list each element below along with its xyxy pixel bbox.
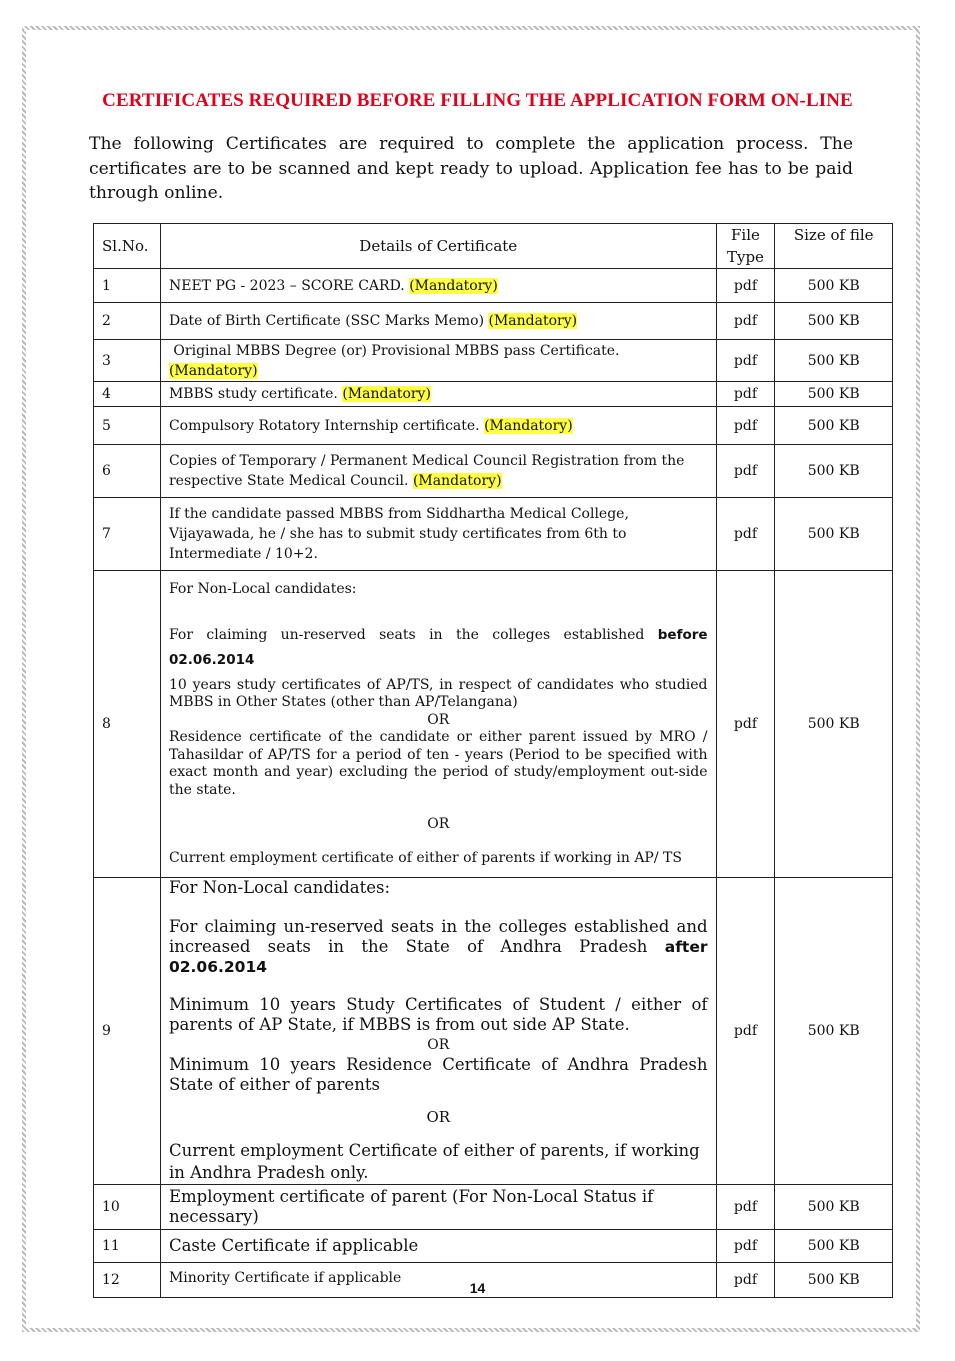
nonlocal-title: For Non-Local candidates:: [168, 878, 391, 897]
requirement-text: Minimum 10 years Residence Certificate of Andhra Pradesh State of either of parents: [168, 1055, 708, 1094]
header-file-size: Size of file: [775, 224, 893, 269]
mandatory-highlight: (Mandatory): [484, 417, 573, 434]
page-title: CERTIFICATES REQUIRED BEFORE FILLING THE APPLICATION FORM ON-LINE: [102, 90, 853, 111]
row-file-type: pdf: [716, 878, 775, 1185]
table-row: [94, 269, 893, 303]
or-separator: OR: [427, 1037, 450, 1053]
or-separator: OR: [426, 1108, 451, 1126]
row-details: Compulsory Rotatory Internship certificate. (Mandatory): [160, 407, 716, 445]
table-row: [94, 878, 893, 1185]
requirement-text: Current employment certificate of either of parents if working in AP/ TS: [168, 849, 682, 866]
row-file-type: pdf: [716, 498, 775, 571]
row-number: 2: [94, 303, 161, 340]
row-file-type: pdf: [716, 1185, 775, 1230]
row-details: Caste Certificate if applicable: [160, 1230, 716, 1263]
row-file-type: pdf: [716, 382, 775, 407]
nonlocal-title: For Non-Local candidates:: [168, 581, 357, 597]
table-row: [94, 571, 893, 878]
header-slno: Sl.No.: [94, 224, 161, 269]
row-file-type: pdf: [716, 571, 775, 878]
claim-text: For claiming un-reserved seats in the colleges established before 02.06.2014: [168, 626, 708, 668]
row-file-size: 500 KB: [775, 878, 893, 1185]
row-file-size: 500 KB: [775, 1185, 893, 1230]
table-row: [94, 445, 893, 498]
row-file-type: pdf: [716, 1230, 775, 1263]
row-number: 1: [94, 269, 161, 303]
table-row: [94, 382, 893, 407]
header-details: Details of Certificate: [160, 224, 716, 269]
requirement-text: Current employment Certificate of either of parents, if working in Andhra Pradesh only.: [168, 1141, 700, 1182]
header-file-type: File Type: [716, 224, 775, 269]
row-details: Minority Certificate if applicable: [160, 1263, 716, 1298]
row-number: 6: [94, 445, 161, 498]
mandatory-highlight: (Mandatory): [342, 386, 431, 402]
row-file-type: pdf: [716, 407, 775, 445]
row-file-size: 500 KB: [775, 445, 893, 498]
row-number: 11: [94, 1230, 161, 1263]
row-details: Copies of Temporary / Permanent Medical Council Registration from the respective State Medical Council. (Mandatory): [160, 445, 716, 498]
row-number: 7: [94, 498, 161, 571]
row-details: [160, 878, 716, 1185]
mandatory-highlight: (Mandatory): [412, 473, 502, 489]
row-file-size: 500 KB: [775, 1230, 893, 1263]
requirement-text: Residence certificate of the candidate or either parent issued by MRO / Tahasildar of AP/TS for a period of ten - years (Period to be specified with exact month and year) excluding the period of study/employment out-side the state.: [168, 729, 708, 798]
row-file-size: 500 KB: [775, 571, 893, 878]
table-row: [94, 340, 893, 382]
row-details: If the candidate passed MBBS from Siddhartha Medical College, Vijayawada, he / she has to submit study certificates from 6th to Intermediate / 10+2.: [160, 498, 716, 571]
row-file-type: pdf: [716, 445, 775, 498]
requirement-text: 10 years study certificates of AP/TS, in respect of candidates who studied MBBS in Other States (other than AP/Telangana): [168, 676, 708, 710]
row-file-type: pdf: [716, 269, 775, 303]
row-details: Date of Birth Certificate (SSC Marks Memo) (Mandatory): [160, 303, 716, 340]
mandatory-highlight: (Mandatory): [168, 362, 258, 379]
row-number: 10: [94, 1185, 161, 1230]
row-details: [160, 571, 716, 878]
page-number: 14: [469, 1280, 486, 1296]
requirement-text: Minimum 10 years Study Certificates of Student / either of parents of AP State, if MBBS is from out side AP State.: [168, 995, 708, 1034]
or-separator: OR: [427, 711, 450, 728]
row-number: 12: [94, 1263, 161, 1298]
mandatory-highlight: (Mandatory): [488, 313, 578, 329]
row-details: MBBS study certificate. (Mandatory): [160, 382, 716, 407]
row-file-size: 500 KB: [775, 340, 893, 382]
table-header-row: [94, 224, 893, 269]
table-row: [94, 1185, 893, 1230]
claim-text: For claiming un-reserved seats in the colleges established and increased seats in the State of Andhra Pradesh after 02.06.2014: [168, 917, 708, 976]
row-file-size: 500 KB: [775, 269, 893, 303]
row-number: 9: [94, 878, 161, 1185]
row-file-size: 500 KB: [775, 407, 893, 445]
table-row: [94, 498, 893, 571]
row-details: Employment certificate of parent (For Non-Local Status if necessary): [160, 1185, 716, 1230]
table-row: [94, 407, 893, 445]
row-file-size: 500 KB: [775, 382, 893, 407]
intro-paragraph: The following Certificates are required to complete the application process. The certificates are to be scanned and kept ready to upload. Application fee has to be paid through online.: [89, 134, 853, 203]
row-number: 3: [94, 340, 161, 382]
row-file-size: 500 KB: [775, 303, 893, 340]
row-number: 5: [94, 407, 161, 445]
table-row: [94, 303, 893, 340]
mandatory-highlight: (Mandatory): [409, 277, 498, 294]
row-file-type: pdf: [716, 303, 775, 340]
row-number: 4: [94, 382, 161, 407]
table-row: [94, 1230, 893, 1263]
row-details: NEET PG - 2023 – SCORE CARD. (Mandatory): [160, 269, 716, 303]
row-number: 8: [94, 571, 161, 878]
row-file-type: pdf: [716, 340, 775, 382]
certificates-table: [93, 223, 893, 1298]
or-separator: OR: [427, 816, 450, 832]
row-file-size: 500 KB: [775, 1263, 893, 1298]
row-file-type: pdf: [716, 1263, 775, 1298]
row-file-size: 500 KB: [775, 498, 893, 571]
row-details: Original MBBS Degree (or) Provisional MBBS pass Certificate. (Mandatory): [160, 340, 716, 382]
